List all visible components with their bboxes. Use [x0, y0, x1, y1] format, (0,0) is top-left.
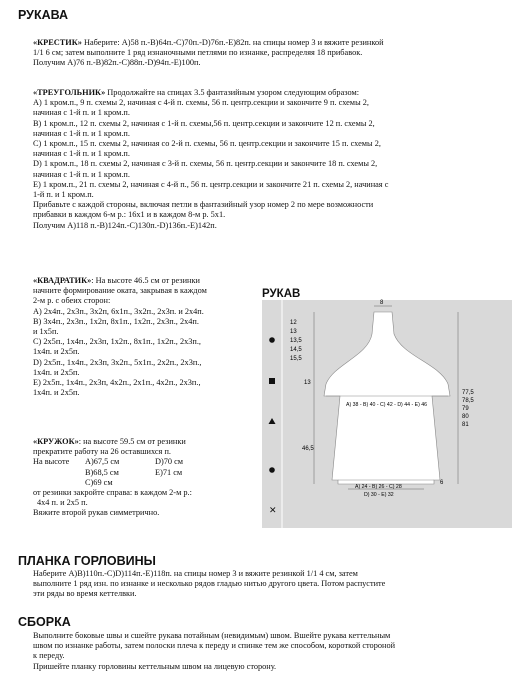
- symbol-cross-icon: ✕: [269, 505, 277, 515]
- kvadratik-line-11: 1х4п. и 2х5п.: [33, 388, 80, 398]
- kruzhok-height-b: B)68,5 см: [85, 467, 119, 477]
- kruzhok-after-2: Вяжите второй рукав симметрично.: [33, 508, 160, 518]
- treugolnik-line-5: C) 1 кром.п., 15 п. схемы 2, начиная со 2-й п. схемы, 56 п. центр.секции и закончите 15 п. схемы 2,: [33, 139, 381, 149]
- neck-line-2: эти ряды во время кеттелвки.: [33, 589, 137, 599]
- kvadratik-line-6: C) 2х5п., 1х4п., 2х3п, 1х2п., 8х1п., 1х2п., 2х3п.,: [33, 337, 201, 347]
- kvadratik-line-1: начните формирование оката, закрывая в каждом: [33, 286, 207, 296]
- treugolnik-line-11: Прибавьте с каждой стороны, включая петли в фантазийный узор номер 2 по мере возможности: [33, 200, 374, 210]
- dim-right-height-0: 77,5: [462, 390, 474, 396]
- kvadratik-line-4: B) 3х4п., 2х3п., 1х2п, 8х1п., 1х2п., 2х3п., 2х4п.: [33, 316, 199, 326]
- kruzhok-heights-table: [33, 457, 183, 488]
- dim-bottom-height: 6: [440, 480, 444, 486]
- kvadratik-line-5: и 1х5п.: [33, 327, 59, 337]
- treugolnik-line-7: D) 1 кром.п., 18 п. схемы 2, начиная с 3-й п. схемы, 56 п. центр.секции и закончите 18 п. схемы 2,: [33, 159, 378, 169]
- kruzhok-line-0: : на высоте 59.5 см от резинки: [78, 437, 186, 446]
- dim-right-height-3: 80: [462, 414, 469, 420]
- treugolnik-line-2: начиная с 1-й п. и 1 кром.п.: [33, 108, 130, 118]
- kruzhok-height-e: E)71 см: [155, 467, 183, 477]
- dim-mid-height: 13: [304, 380, 311, 386]
- krestik-line-1: 1/1 6 см; затем выполните 1 ряд изнаночными петлями по изнанке, распределяя 18 прибавок.: [33, 48, 363, 58]
- krestik-line-0: Наберите: A)58 п.-B)64п.-C)70п.-D)76п.-E)82п. на спицы номер 3 и вяжите резинкой: [81, 38, 384, 47]
- dim-right-height-1: 78,5: [462, 398, 474, 404]
- kruzhok-line-1: прекратите работу на 26 оставшихся п.: [33, 447, 171, 457]
- kvadratik-paragraph: [33, 276, 261, 398]
- kruzhok-after-0: от резинки закройте справа: в каждом 2-м р.:: [33, 488, 192, 498]
- treugolnik-label: «ТРЕУГОЛЬНИК»: [33, 88, 106, 97]
- kruzhok-after-1: 4х4 п. и 2х5 п.: [37, 498, 88, 508]
- neckband-paragraph: [33, 569, 507, 600]
- dim-lower-width-1: A) 24 - B) 26 - C) 28: [355, 484, 402, 490]
- treugolnik-paragraph: [33, 88, 507, 231]
- kruzhok-label: «КРУЖОК»: [33, 437, 79, 446]
- dim-left-height-2: 13,5: [290, 338, 302, 344]
- symbol-dot-icon: [269, 337, 275, 343]
- treugolnik-line-9: E) 1 кром.п., 21 п. схемы 2, начиная с 4-й п., 56 п. центр.секции и закончите 21 п. схемы 2, начиная с: [33, 179, 389, 189]
- kvadratik-line-2: 2-м р. с обеих сторон:: [33, 296, 111, 306]
- asm-line-0: Выполните боковые швы и сшейте рукава потайным (невидимым) швом. Вшейте рукава кеттельным: [33, 631, 391, 640]
- asm-line-3: Пришейте планку горловины кеттельным швом на лицевую сторону.: [33, 661, 277, 671]
- krestik-label: «КРЕСТИК»: [33, 38, 82, 47]
- dim-upper-width: A) 38 - B) 40 - C) 42 - D) 44 - E) 46: [346, 402, 428, 408]
- kruzhok-height-d: D)70 см: [155, 457, 184, 467]
- treugolnik-line-1: A) 1 кром.п., 9 п. схемы 2, начиная с 4-й п. схемы, 56 п. центр.секции и закончите 9 п. схемы 2,: [33, 98, 369, 108]
- dim-left-height-1: 13: [290, 329, 297, 335]
- dim-left-height-0: 12: [290, 320, 297, 326]
- dim-top-width: 8: [380, 300, 384, 306]
- sleeve-diagram: [262, 284, 512, 528]
- sleeve-diagram-svg: [262, 284, 512, 528]
- kvadratik-label: «КВАДРАТИК»: [33, 276, 92, 285]
- treugolnik-line-8: начиная с 1-й п. и 1 кром.п.: [33, 169, 130, 179]
- kvadratik-line-7: 1х4п. и 2х5п.: [33, 347, 80, 357]
- section-title-assembly: СБОРКА: [18, 615, 71, 629]
- symbol-dot-icon-2: [269, 467, 275, 473]
- treugolnik-line-6: начиная с 1-й п. и 1 кром.п.: [33, 149, 130, 159]
- krestik-line-2: Получим A)76 п.-B)82п.-C)88п.-D)94п.-E)100п.: [33, 58, 201, 68]
- neck-line-0: Наберите A)B)110п.-C)D)114п.-E)118п. на спицы номер 3 и вяжите резинкой 1/1 4 см, затем: [33, 569, 358, 578]
- dim-left-height-4: 15,5: [290, 356, 302, 362]
- krestik-paragraph: [33, 38, 507, 69]
- treugolnik-line-13: Получим A)118 п.-B)124п.-C)130п.-D)136п.-E)142п.: [33, 220, 217, 230]
- treugolnik-line-10: 1-й п. и 1 кром.п.: [33, 190, 94, 200]
- kruzhok-paragraph: [33, 437, 261, 519]
- assembly-paragraph: [33, 631, 507, 672]
- symbol-square-icon: [269, 378, 275, 384]
- dim-right-height-2: 79: [462, 406, 469, 412]
- dim-right-height-4: 81: [462, 422, 469, 428]
- treugolnik-line-12: прибавки в каждом 6-м р.: 16х1 и в каждом 8-м р. 5х1.: [33, 210, 226, 220]
- neck-line-1: выполните 1 ряд изн. по изнанке и несколько рядов гладью нитью другого цвета. Потом распустите: [33, 579, 386, 589]
- kvadratik-line-8: D) 2х5п., 1х4п., 2х3п, 3х2п., 5х1п., 2х2п., 2х3п.,: [33, 357, 202, 367]
- section-title-neckband: ПЛАНКА ГОРЛОВИНЫ: [18, 554, 156, 568]
- dim-left-height-3: 14,5: [290, 347, 302, 353]
- kvadratik-line-0: : На высоте 46.5 см от резинки: [91, 276, 200, 285]
- kvadratik-line-10: E) 2х5п., 1х4п., 2х3п, 4х2п., 2х1п., 4х2п., 2х3п.,: [33, 378, 201, 388]
- kvadratik-line-9: 1х4п. и 2х5п.: [33, 367, 80, 377]
- dim-lower-width-2: D) 30 - E) 32: [364, 492, 394, 498]
- kruzhok-height-label: На высоте: [33, 457, 70, 467]
- treugolnik-line-3: B) 1 кром.п., 12 п. схемы 2, начиная с 1-й п. схемы,56 п. центр.секции и закончите 12 п. схемы 2,: [33, 118, 375, 128]
- kruzhok-height-a: A)67,5 см: [85, 457, 120, 467]
- kruzhok-height-c: C)69 см: [85, 477, 113, 487]
- kvadratik-line-3: A) 2х4п., 2х3п., 3х2п, 6х1п., 3х2п., 2х3п. и 2х4п.: [33, 306, 204, 316]
- dim-lower-height: 46,5: [302, 446, 314, 452]
- sleeve-diagram-title: РУКАВ: [262, 288, 301, 300]
- treugolnik-line-0: Продолжайте на спицах 3.5 фантазийным узором следующим образом:: [105, 88, 360, 97]
- asm-line-2: к переду.: [33, 651, 65, 661]
- treugolnik-line-4: начиная с 1-й п. и 1 кром.п.: [33, 128, 130, 138]
- asm-line-1: швом по изнанке работы, затем полоски плеча к переду и спинке тем же способом, короткой стороной: [33, 641, 396, 651]
- section-title-sleeves: РУКАВА: [18, 8, 69, 22]
